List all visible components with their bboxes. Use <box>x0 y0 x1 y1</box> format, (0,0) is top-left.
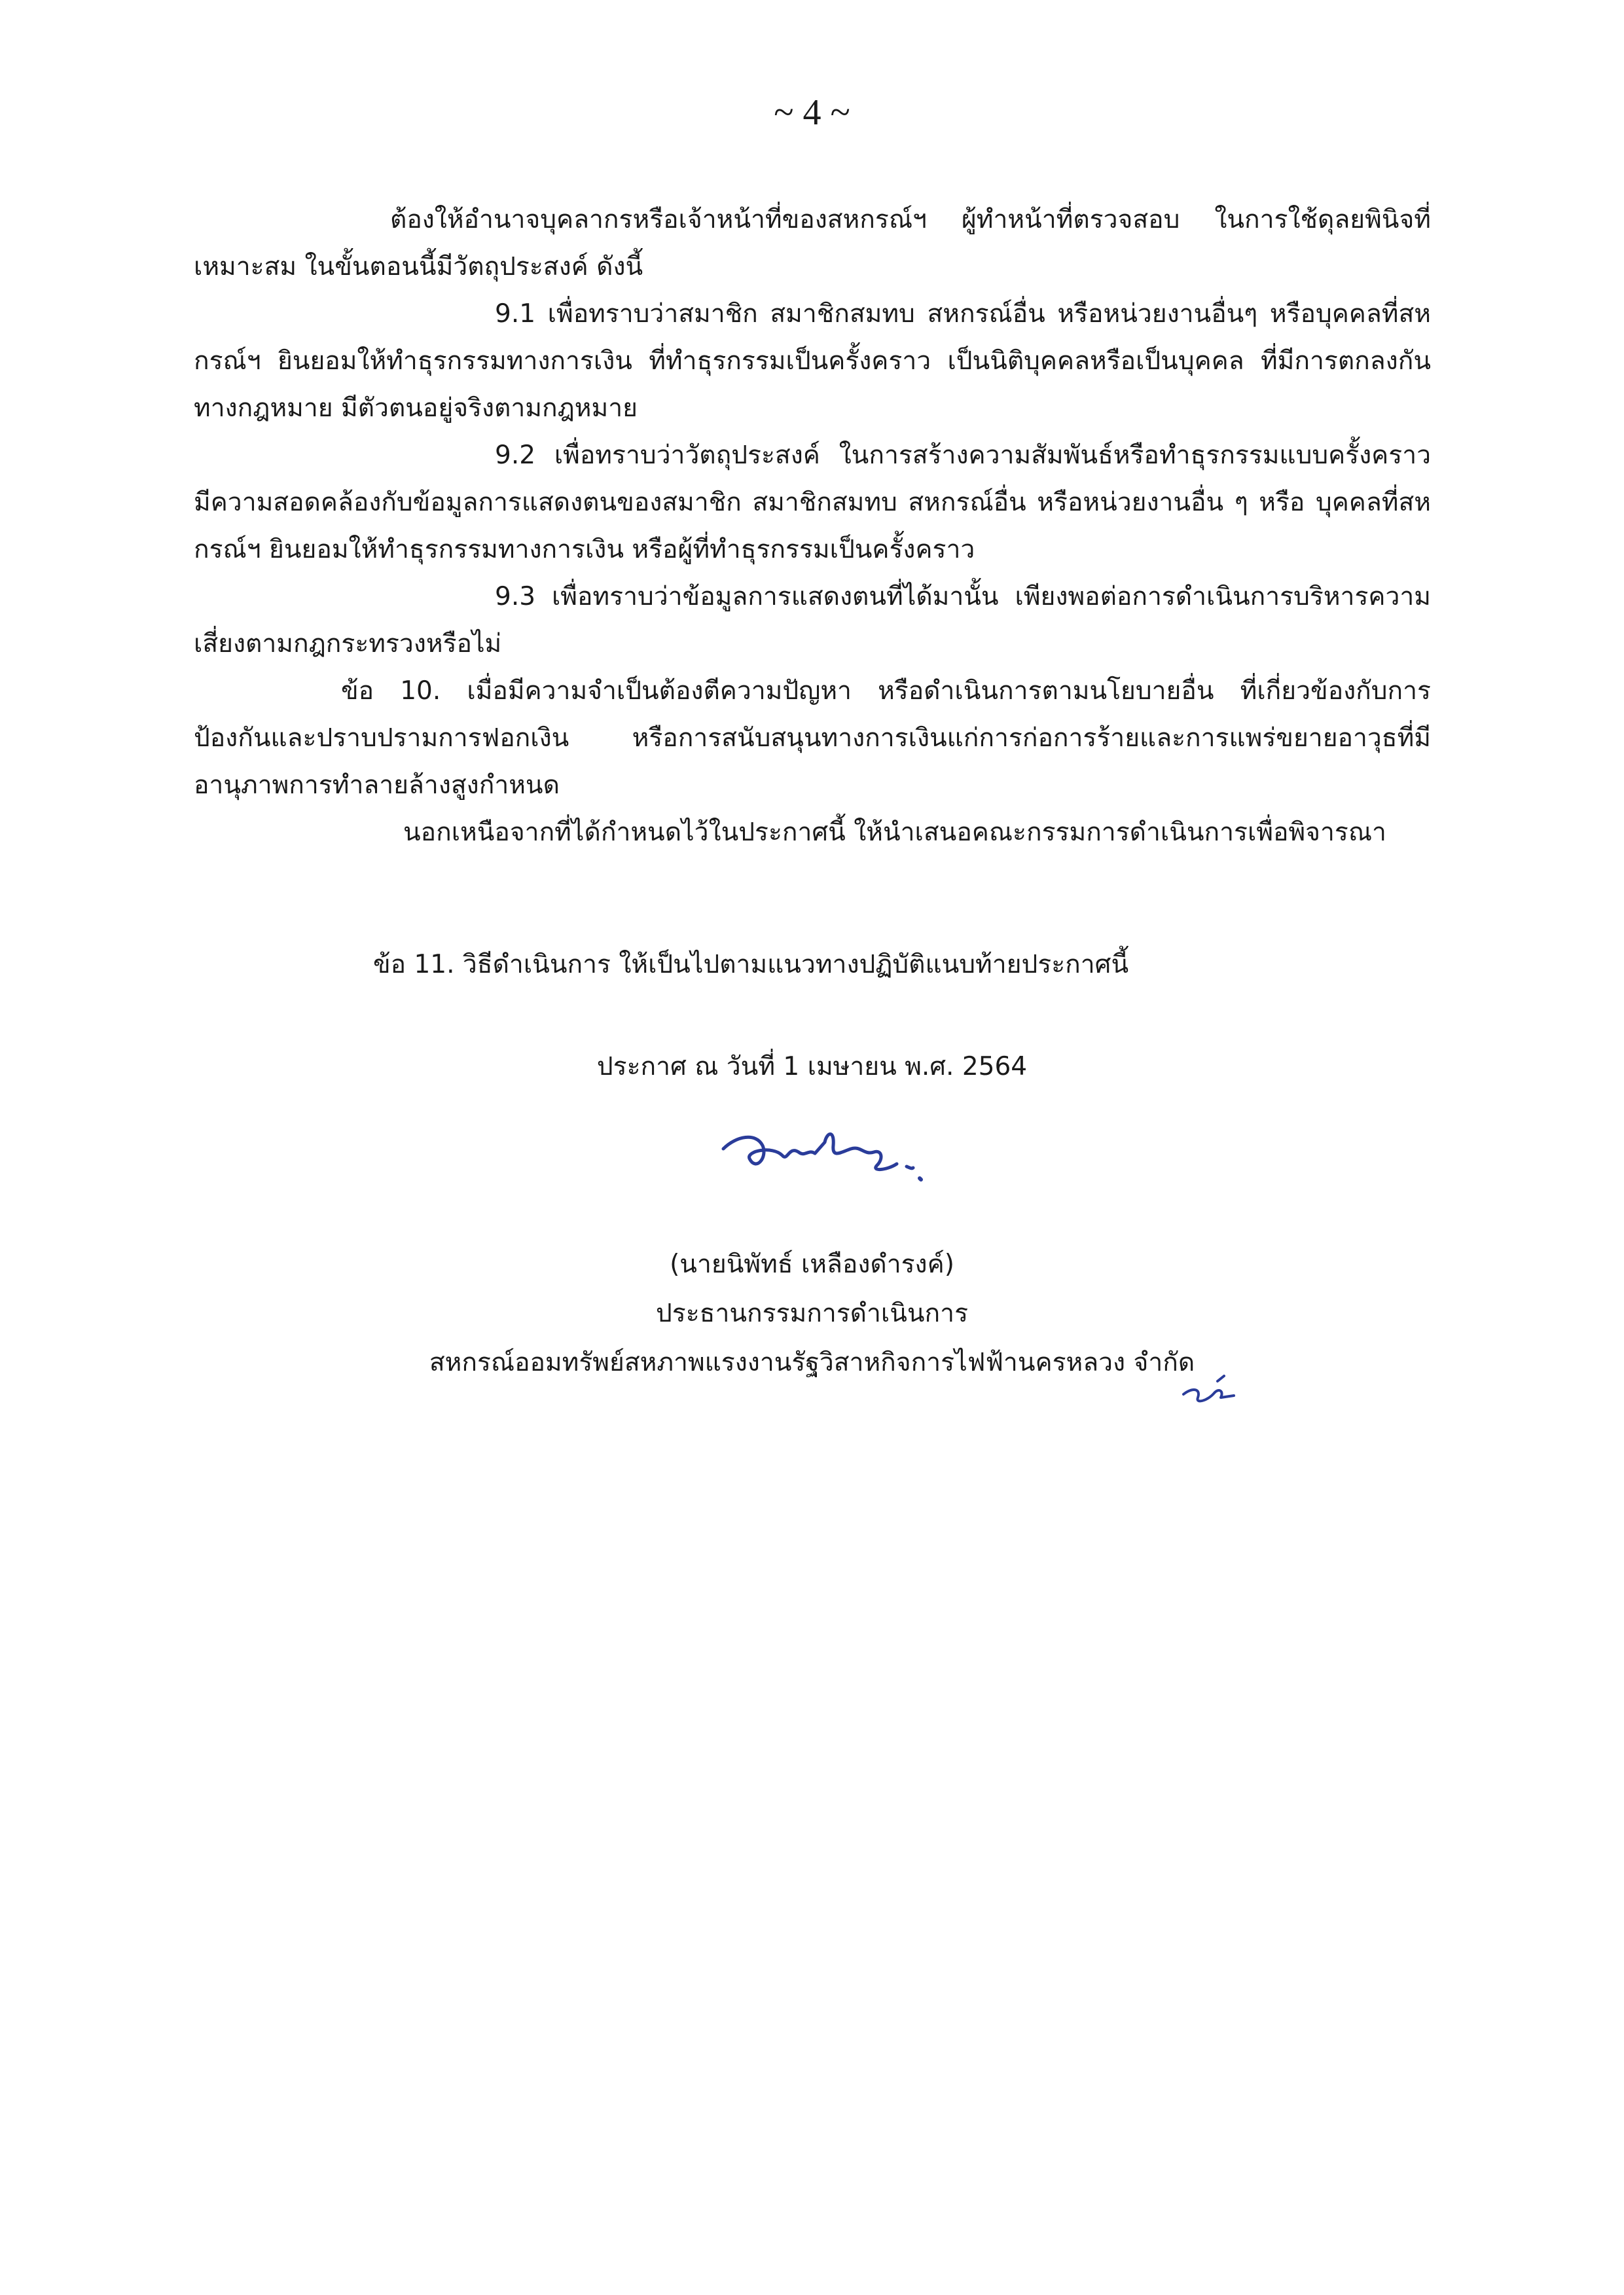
paragraph-article-11: ข้อ 11. วิธีดำเนินการ ให้เป็นไปตามแนวทางปฏิบัติแนบท้ายประกาศนี้ <box>373 950 1129 979</box>
paragraph-intro: ต้องให้อำนาจบุคลากรหรือเจ้าหน้าที่ของสหกรณ์ฯ ผู้ทำหน้าที่ตรวจสอบ ในการใช้ดุลยพินิจที่เหมาะสม ในขั้นตอนนี้มีวัตถุประสงค์ ดังนี้ <box>194 205 1431 281</box>
signatory-name: (นายนิพัทธ์ เหลืองดำรงค์) <box>670 1250 954 1279</box>
signatory-position: ประธานกรรมการดำเนินการ <box>655 1299 969 1328</box>
signature-image <box>710 1119 933 1191</box>
organization-name: สหกรณ์ออมทรัพย์สหภาพแรงงานรัฐวิสาหกิจการไฟฟ้านครหลวง จำกัด <box>429 1348 1195 1377</box>
document-body <box>194 196 1431 856</box>
paragraph-9-1: 9.1 เพื่อทราบว่าสมาชิก สมาชิกสมทบ สหกรณ์อื่น หรือหน่วยงานอื่นๆ หรือบุคคลที่สหกรณ์ฯ ยินยอมให้ทำธุรกรรมทางการเงิน ที่ทำธุรกรรมเป็นครั้งคราว เป็นนิติบุคคลหรือเป็นบุคคล ที่มีการตกลงกันทางกฎหมาย มีตัวตนอยู่จริงตามกฎหมาย <box>194 299 1431 423</box>
paragraph-9-2: 9.2 เพื่อทราบว่าวัตถุประสงค์ ในการสร้างความสัมพันธ์หรือทำธุรกรรมแบบครั้งคราว มีความสอดคล้องกับข้อมูลการแสดงตนของสมาชิก สมาชิกสมทบ สหกรณ์อื่น หรือหน่วยงานอื่น ๆ หรือ บุคคลที่สหกรณ์ฯ ยินยอมให้ทำธุรกรรมทางการเงิน หรือผู้ที่ทำธุรกรรมเป็นครั้งคราว <box>194 441 1431 564</box>
initials-mark <box>1178 1368 1237 1407</box>
announcement-date: ประกาศ ณ วันที่ 1 เมษายน พ.ศ. 2564 <box>596 1052 1028 1081</box>
paragraph-other-matters: นอกเหนือจากที่ได้กำหนดไว้ในประกาศนี้ ให้นำเสนอคณะกรรมการดำเนินการเพื่อพิจารณา <box>403 818 1386 847</box>
paragraph-article-10: ข้อ 10. เมื่อมีความจำเป็นต้องตีความปัญหา หรือดำเนินการตามนโยบายอื่น ที่เกี่ยวข้องกับการป้องกันและปราบปรามการฟอกเงิน หรือการสนับสนุนทางการเงินแก่การก่อการร้ายและการแพร่ขยายอาวุธที่มีอานุภาพการทำลายล้างสูงกำหนด <box>194 676 1431 800</box>
paragraph-9-3: 9.3 เพื่อทราบว่าข้อมูลการแสดงตนที่ได้มานั้น เพียงพอต่อการดำเนินการบริหารความเสี่ยงตามกฎกระทรวงหรือไม่ <box>194 582 1431 659</box>
page-number: ~ 4 ~ <box>774 92 850 133</box>
